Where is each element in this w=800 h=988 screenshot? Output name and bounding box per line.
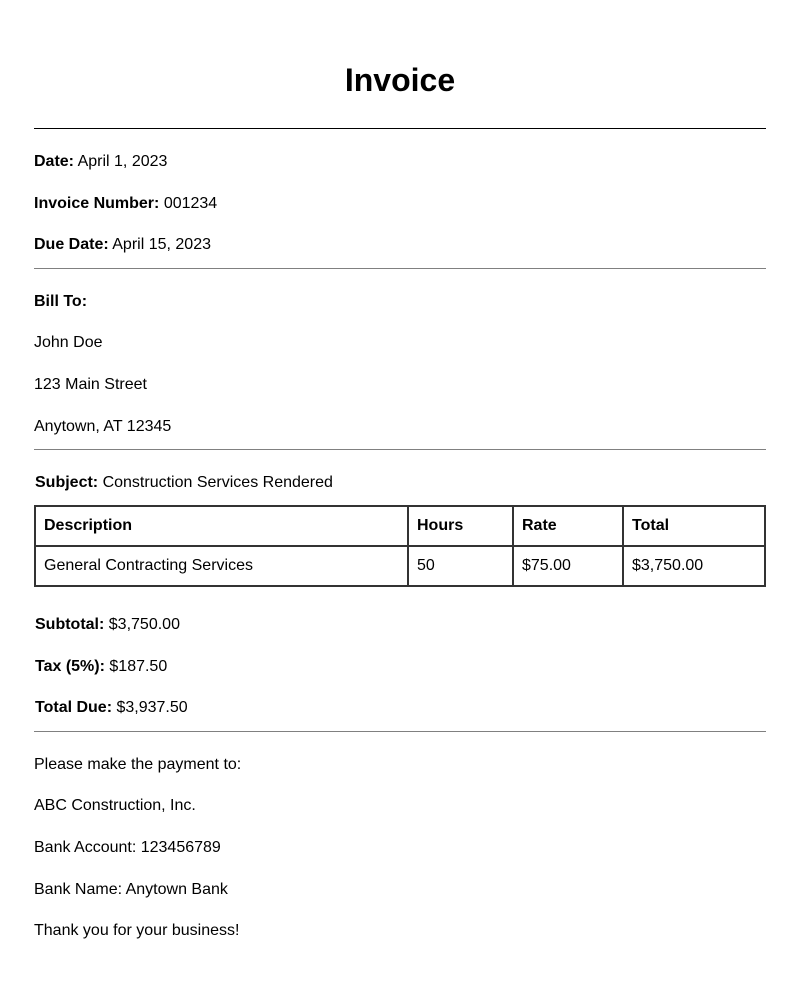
subject: [35, 473, 333, 493]
invoice-date-label: Date:: [34, 153, 75, 170]
invoice-number-label: Invoice Number:: [34, 195, 160, 212]
due-date: [34, 235, 211, 255]
invoice-number-value: 001234: [163, 195, 218, 212]
subtotal-label: Subtotal:: [35, 616, 105, 633]
table-header-row: [35, 506, 765, 546]
bill-to-city: Anytown, AT 12345: [34, 418, 172, 435]
column-header-description: Description: [35, 506, 408, 546]
meta-divider: [34, 268, 766, 269]
subtotal: [35, 615, 180, 635]
bill-to-heading: [34, 292, 87, 312]
total-due: [35, 698, 188, 718]
bill-to-street: 123 Main Street: [34, 376, 147, 393]
column-header-total: Total: [623, 506, 765, 546]
payment-intro: Please make the payment to:: [34, 756, 242, 773]
subtotal-value: $3,750.00: [108, 616, 180, 633]
subject-value: Construction Services Rendered: [102, 474, 333, 491]
cell-rate: $75.00: [513, 546, 623, 586]
payment-bank-account: Bank Account: 123456789: [34, 839, 221, 856]
cell-description: General Contracting Services: [35, 546, 408, 586]
invoice-number: [34, 194, 217, 214]
column-header-rate: Rate: [513, 506, 623, 546]
payment-company: ABC Construction, Inc.: [34, 797, 196, 814]
column-header-hours: Hours: [408, 506, 513, 546]
tax-value: $187.50: [109, 658, 168, 675]
thank-you-note: Thank you for your business!: [34, 922, 240, 939]
page-title: Invoice: [344, 62, 456, 98]
invoice-date: [34, 152, 167, 172]
line-items-table: [34, 505, 766, 587]
total-due-value: $3,937.50: [116, 699, 188, 716]
subject-label: Subject:: [35, 474, 99, 491]
cell-total: $3,750.00: [623, 546, 765, 586]
payment-bank-name: Bank Name: Anytown Bank: [34, 881, 228, 898]
totals-divider: [34, 731, 766, 732]
invoice-date-value: April 1, 2023: [77, 153, 168, 170]
table-row: [35, 546, 765, 586]
due-date-value: April 15, 2023: [112, 236, 211, 253]
cell-hours: 50: [408, 546, 513, 586]
tax-label: Tax (5%):: [35, 658, 105, 675]
tax: [35, 657, 167, 677]
bill-to-label: Bill To:: [34, 293, 88, 310]
bill-to-name: John Doe: [34, 334, 103, 351]
bill-to-divider: [34, 449, 766, 450]
total-due-label: Total Due:: [35, 699, 113, 716]
title-divider: [34, 128, 766, 129]
due-date-label: Due Date:: [34, 236, 109, 253]
